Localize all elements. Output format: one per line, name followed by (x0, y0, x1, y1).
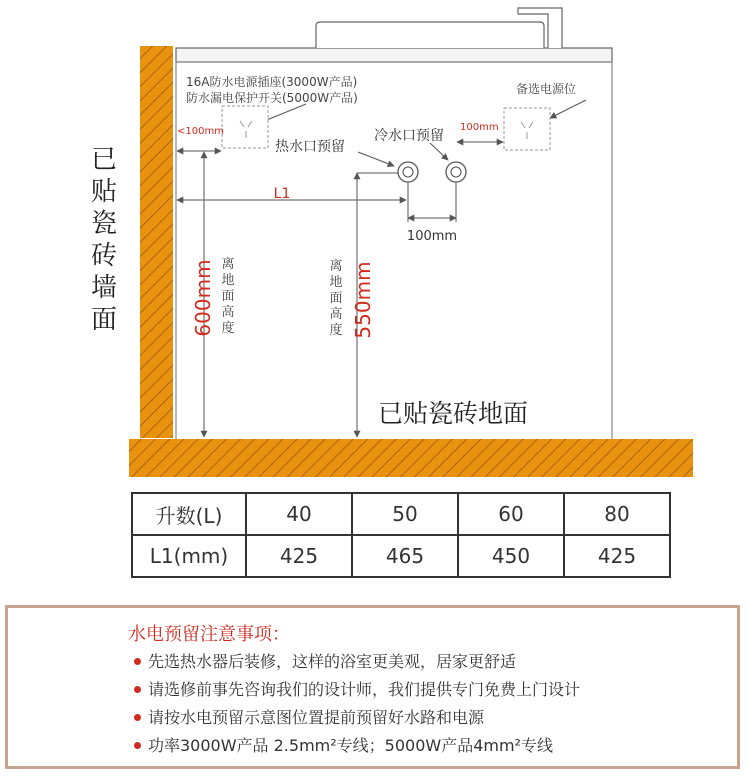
table-cell: 40 (246, 493, 352, 535)
table-header-label: 升数(L) (132, 493, 246, 535)
note-text: 请选修前事先咨询我们的设计师，我们提供专门免费上门设计 (148, 680, 581, 699)
bullet-icon (134, 714, 141, 721)
table-cell: 450 (458, 535, 564, 577)
tiled-floor (129, 439, 693, 477)
table-row (132, 535, 670, 577)
socket-label-2: 防水漏电保护开关(5000W产品) (186, 91, 358, 105)
notes-box (5, 605, 740, 769)
capacity-table (131, 492, 671, 578)
cold-water-inlet-icon (446, 162, 466, 182)
cold-water-label: 冷水口预留 (374, 128, 444, 144)
inlet-spacing-label: 100mm (406, 229, 458, 244)
caption-char: 高 (221, 305, 235, 320)
list-item (134, 704, 580, 732)
caption-char: 高 (329, 307, 343, 322)
backup-socket-icon (504, 108, 550, 150)
caption-char: 面 (329, 291, 343, 306)
table-cell: 425 (246, 535, 352, 577)
caption-char: 面 (221, 289, 235, 304)
list-item (134, 732, 580, 760)
bullet-icon (134, 686, 141, 693)
wall-label (91, 145, 117, 335)
bullet-icon (134, 742, 141, 749)
wall-label-char: 贴 (90, 177, 118, 207)
table-cell: 50 (352, 493, 458, 535)
backup-power-label: 备选电源位 (516, 82, 577, 96)
table-cell: 465 (352, 535, 458, 577)
backup-offset-label: 100mm (460, 122, 499, 133)
caption-char: 地 (221, 273, 235, 288)
caption-char: 离 (221, 257, 235, 272)
wall-label-char: 墙 (90, 273, 118, 303)
floor-label: 已贴瓷砖地面 (378, 399, 529, 428)
wall-label-char: 已 (90, 145, 118, 175)
caption-char: 度 (329, 323, 343, 338)
inlet-height-value: 550mm (351, 261, 375, 339)
caption-char: 度 (221, 321, 235, 336)
inlet-height-caption (329, 259, 342, 338)
list-item (134, 648, 580, 676)
power-socket-icon (222, 106, 268, 148)
wall-label-char: 砖 (90, 241, 118, 271)
socket-offset-label: <100mm (177, 126, 224, 137)
socket-label-1: 16A防水电源插座(3000W产品) (186, 75, 358, 89)
l1-label: L1 (273, 186, 291, 202)
table-row (132, 493, 670, 535)
note-text: 先选热水器后装修，这样的浴室更美观，居家更舒适 (148, 652, 517, 671)
note-text: 请按水电预留示意图位置提前预留好水路和电源 (148, 708, 485, 727)
table-cell: 60 (458, 493, 564, 535)
bullet-icon (134, 658, 141, 665)
table-cell: 425 (564, 535, 670, 577)
table-cell: 80 (564, 493, 670, 535)
washbasin (176, 8, 612, 62)
caption-char: 地 (329, 275, 343, 290)
wall-label-char: 瓷 (90, 209, 118, 239)
notes-title: 水电预留注意事项： (128, 624, 290, 645)
socket-height-caption (221, 257, 234, 336)
notes-list (134, 648, 580, 760)
note-text: 功率3000W产品 2.5mm²专线；5000W产品4mm²专线 (148, 736, 553, 755)
list-item (134, 676, 580, 704)
caption-char: 离 (329, 259, 343, 274)
table-row-label: L1(mm) (132, 535, 246, 577)
tiled-wall (140, 46, 173, 438)
socket-height-value: 600mm (191, 259, 215, 337)
hot-water-inlet-icon (398, 162, 418, 182)
hot-water-label: 热水口预留 (275, 139, 345, 155)
wall-label-char: 面 (90, 305, 118, 335)
